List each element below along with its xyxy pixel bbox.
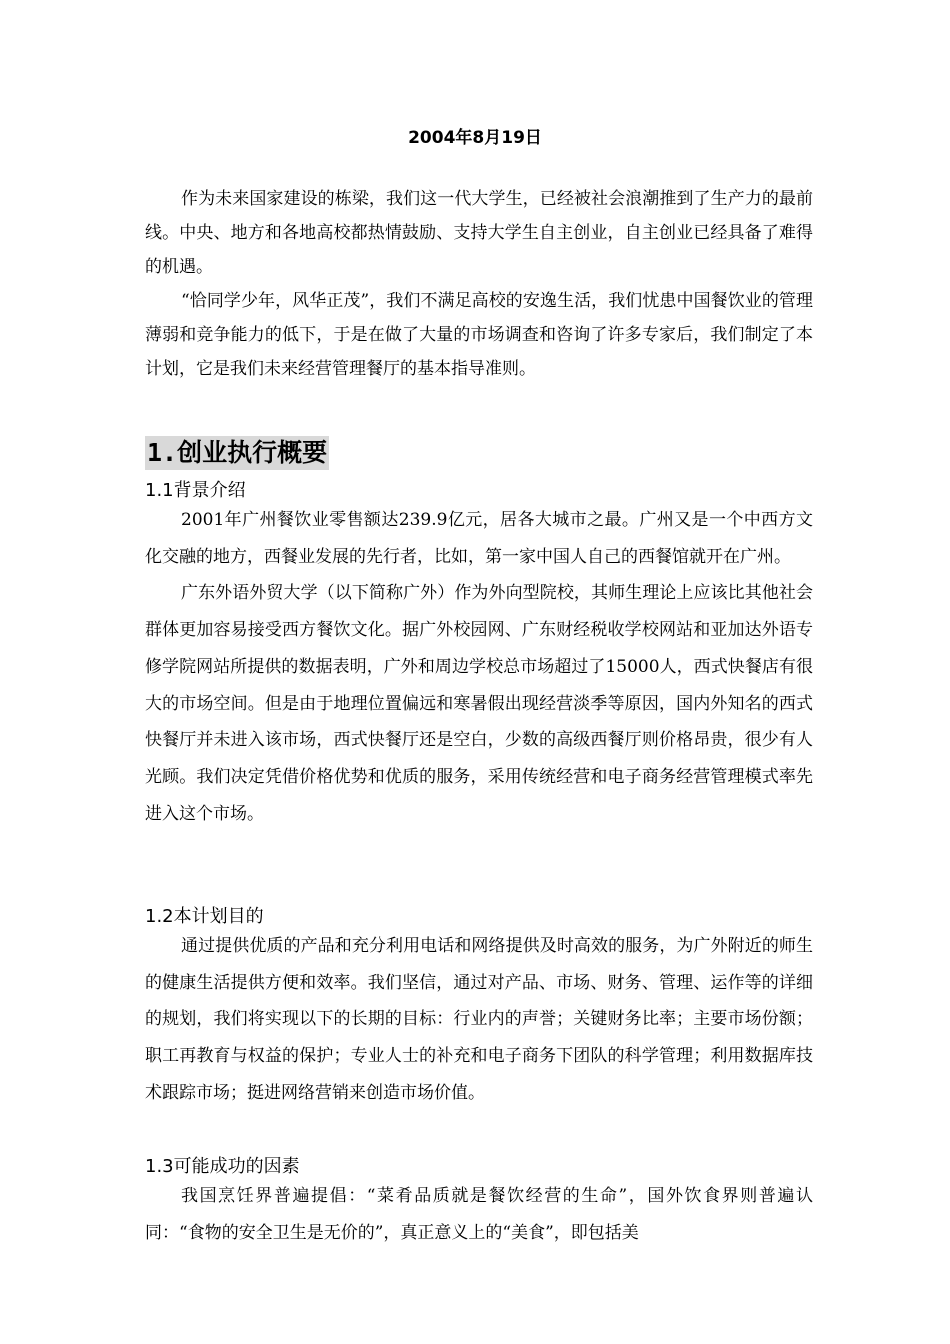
- intro-paragraph: “恰同学少年，风华正茂”，我们不满足高校的安逸生活，我们忧患中国餐饮业的管理薄弱和竞争能力的低下，于是在做了大量的市场调查和咨询了许多专家后，我们制定了本计划，它是我们未来经营管理餐厅的基本指导准则。: [145, 291, 813, 379]
- subsection-success-factors: [145, 1156, 813, 1258]
- subsection-heading: 1.1背景介绍: [145, 480, 246, 501]
- subsection-heading: 1.2本计划目的: [145, 906, 264, 927]
- intro-paragraph: 作为未来国家建设的栋梁，我们这一代大学生，已经被社会浪潮推到了生产力的最前线。中央、地方和各地高校都热情鼓励、支持大学生自主创业，自主创业已经具备了难得的机遇。: [145, 189, 813, 277]
- body-paragraph: 我国烹饪界普遍提倡：“菜肴品质就是餐饮经营的生命”，国外饮食界则普遍认同：“食物的安全卫生是无价的”，真正意义上的“美食”，即包括美: [145, 1186, 813, 1243]
- subsection-heading: 1.3可能成功的因素: [145, 1156, 300, 1177]
- body-paragraph: 通过提供优质的产品和充分利用电话和网络提供及时高效的服务，为广外附近的师生的健康生活提供方便和效率。我们坚信，通过对产品、市场、财务、管理、运作等的详细的规划，我们将实现以下的长期的目标：行业内的声誉；关键财务比率；主要市场份额；职工再教育与权益的保护；专业人士的补充和电子商务下团队的科学管理；利用数据库技术跟踪市场；挺进网络营销来创造市场价值。: [145, 936, 813, 1103]
- subsection-purpose: [145, 906, 813, 1112]
- document-date: 2004年8月19日: [408, 128, 542, 148]
- intro-section: [145, 182, 813, 386]
- subsection-background: [145, 480, 813, 832]
- subsection-body: [145, 1178, 813, 1258]
- subsection-body: [145, 502, 813, 832]
- subsection-body: [145, 928, 813, 1112]
- section-heading: 1.创业执行概要: [145, 436, 329, 470]
- body-paragraph: 2001年广州餐饮业零售额达239.9亿元，居各大城市之最。广州又是一个中西方文化交融的地方，西餐业发展的先行者，比如，第一家中国人自己的西餐馆就开在广州。: [145, 510, 813, 567]
- body-paragraph: 广东外语外贸大学（以下简称广外）作为外向型院校，其师生理论上应该比其他社会群体更加容易接受西方餐饮文化。据广外校园网、广东财经税收学校网站和亚加达外语专修学院网站所提供的数据表明，广外和周边学校总市场超过了15000人，西式快餐店有很大的市场空间。但是由于地理位置偏远和寒暑假出现经营淡季等原因，国内外知名的西式快餐厅并未进入该市场，西式快餐厅还是空白，少数的高级西餐厅则价格昂贵，很少有人光顾。我们决定凭借价格优势和优质的服务，采用传统经营和电子商务经营管理模式率先进入这个市场。: [145, 583, 813, 824]
